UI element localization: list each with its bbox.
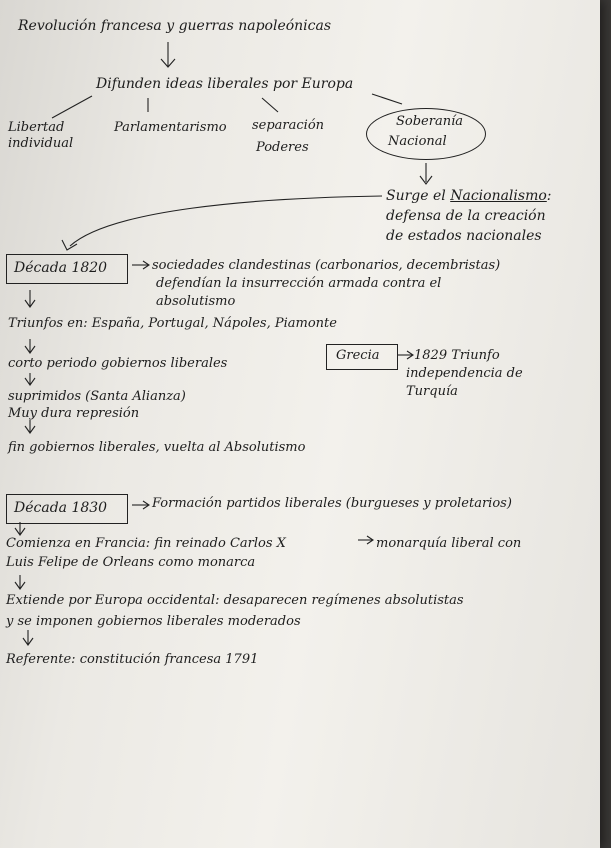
step-monarquia-liberal: monarquía liberal con	[376, 536, 522, 551]
nationalism-line2: defensa de la creación	[386, 208, 546, 224]
nationalism-heading	[386, 188, 552, 204]
nationalism-line3: de estados nacionales	[386, 228, 542, 244]
step-suprimidos: suprimidos (Santa Alianza)	[8, 389, 186, 404]
branch-nacional: Nacional	[388, 134, 447, 149]
branch-poderes: Poderes	[256, 140, 309, 155]
grecia-label: Grecia	[336, 348, 380, 363]
grecia-text1: 1829 Triunfo	[414, 348, 500, 363]
step-extiende-europa: Extiende por Europa occidental: desaparecen regímenes absolutistas	[6, 593, 464, 608]
branch-soberania: Soberanía	[396, 114, 463, 129]
main-idea: Difunden ideas liberales por Europa	[96, 76, 354, 92]
page-title: Revolución francesa y guerras napoleónicas	[18, 18, 332, 34]
branch-libertad: Libertad	[8, 120, 65, 135]
branch-separacion: separación	[252, 118, 325, 133]
nationalism-prefix: Surge el	[386, 188, 446, 204]
step-referente: Referente: constitución francesa 1791	[6, 652, 259, 667]
decade-1830-label: Década 1830	[14, 500, 108, 516]
branch-libertad-line2: individual	[8, 136, 74, 151]
step-gobiernos-moderados: y se imponen gobiernos liberales moderados	[6, 614, 301, 629]
decade-1820-text2: defendían la insurrección armada contra el	[156, 276, 442, 291]
decade-1830-text1: Formación partidos liberales (burgueses y proletarios)	[152, 496, 512, 511]
nationalism-keyword: Nacionalismo	[450, 188, 547, 204]
step-comienza-francia: Comienza en Francia: fin reinado Carlos X	[6, 536, 286, 551]
nationalism-suffix: :	[546, 188, 552, 204]
grecia-text3: Turquía	[406, 384, 458, 399]
decade-1820-label: Década 1820	[14, 260, 108, 276]
step-represion: Muy dura represión	[8, 406, 140, 421]
decade-1820-text1: sociedades clandestinas (carbonarios, decembristas)	[152, 258, 501, 273]
decade-1820-text3: absolutismo	[156, 294, 236, 309]
step-fin-gobiernos: fin gobiernos liberales, vuelta al Absolutismo	[8, 440, 306, 455]
step-luis-felipe: Luis Felipe de Orleans como monarca	[6, 555, 256, 570]
step-corto-periodo: corto periodo gobiernos liberales	[8, 356, 228, 371]
grecia-text2: independencia de	[406, 366, 523, 381]
step-triunfos: Triunfos en: España, Portugal, Nápoles, Piamonte	[8, 316, 337, 331]
branch-parlamentarismo: Parlamentarismo	[114, 120, 227, 135]
